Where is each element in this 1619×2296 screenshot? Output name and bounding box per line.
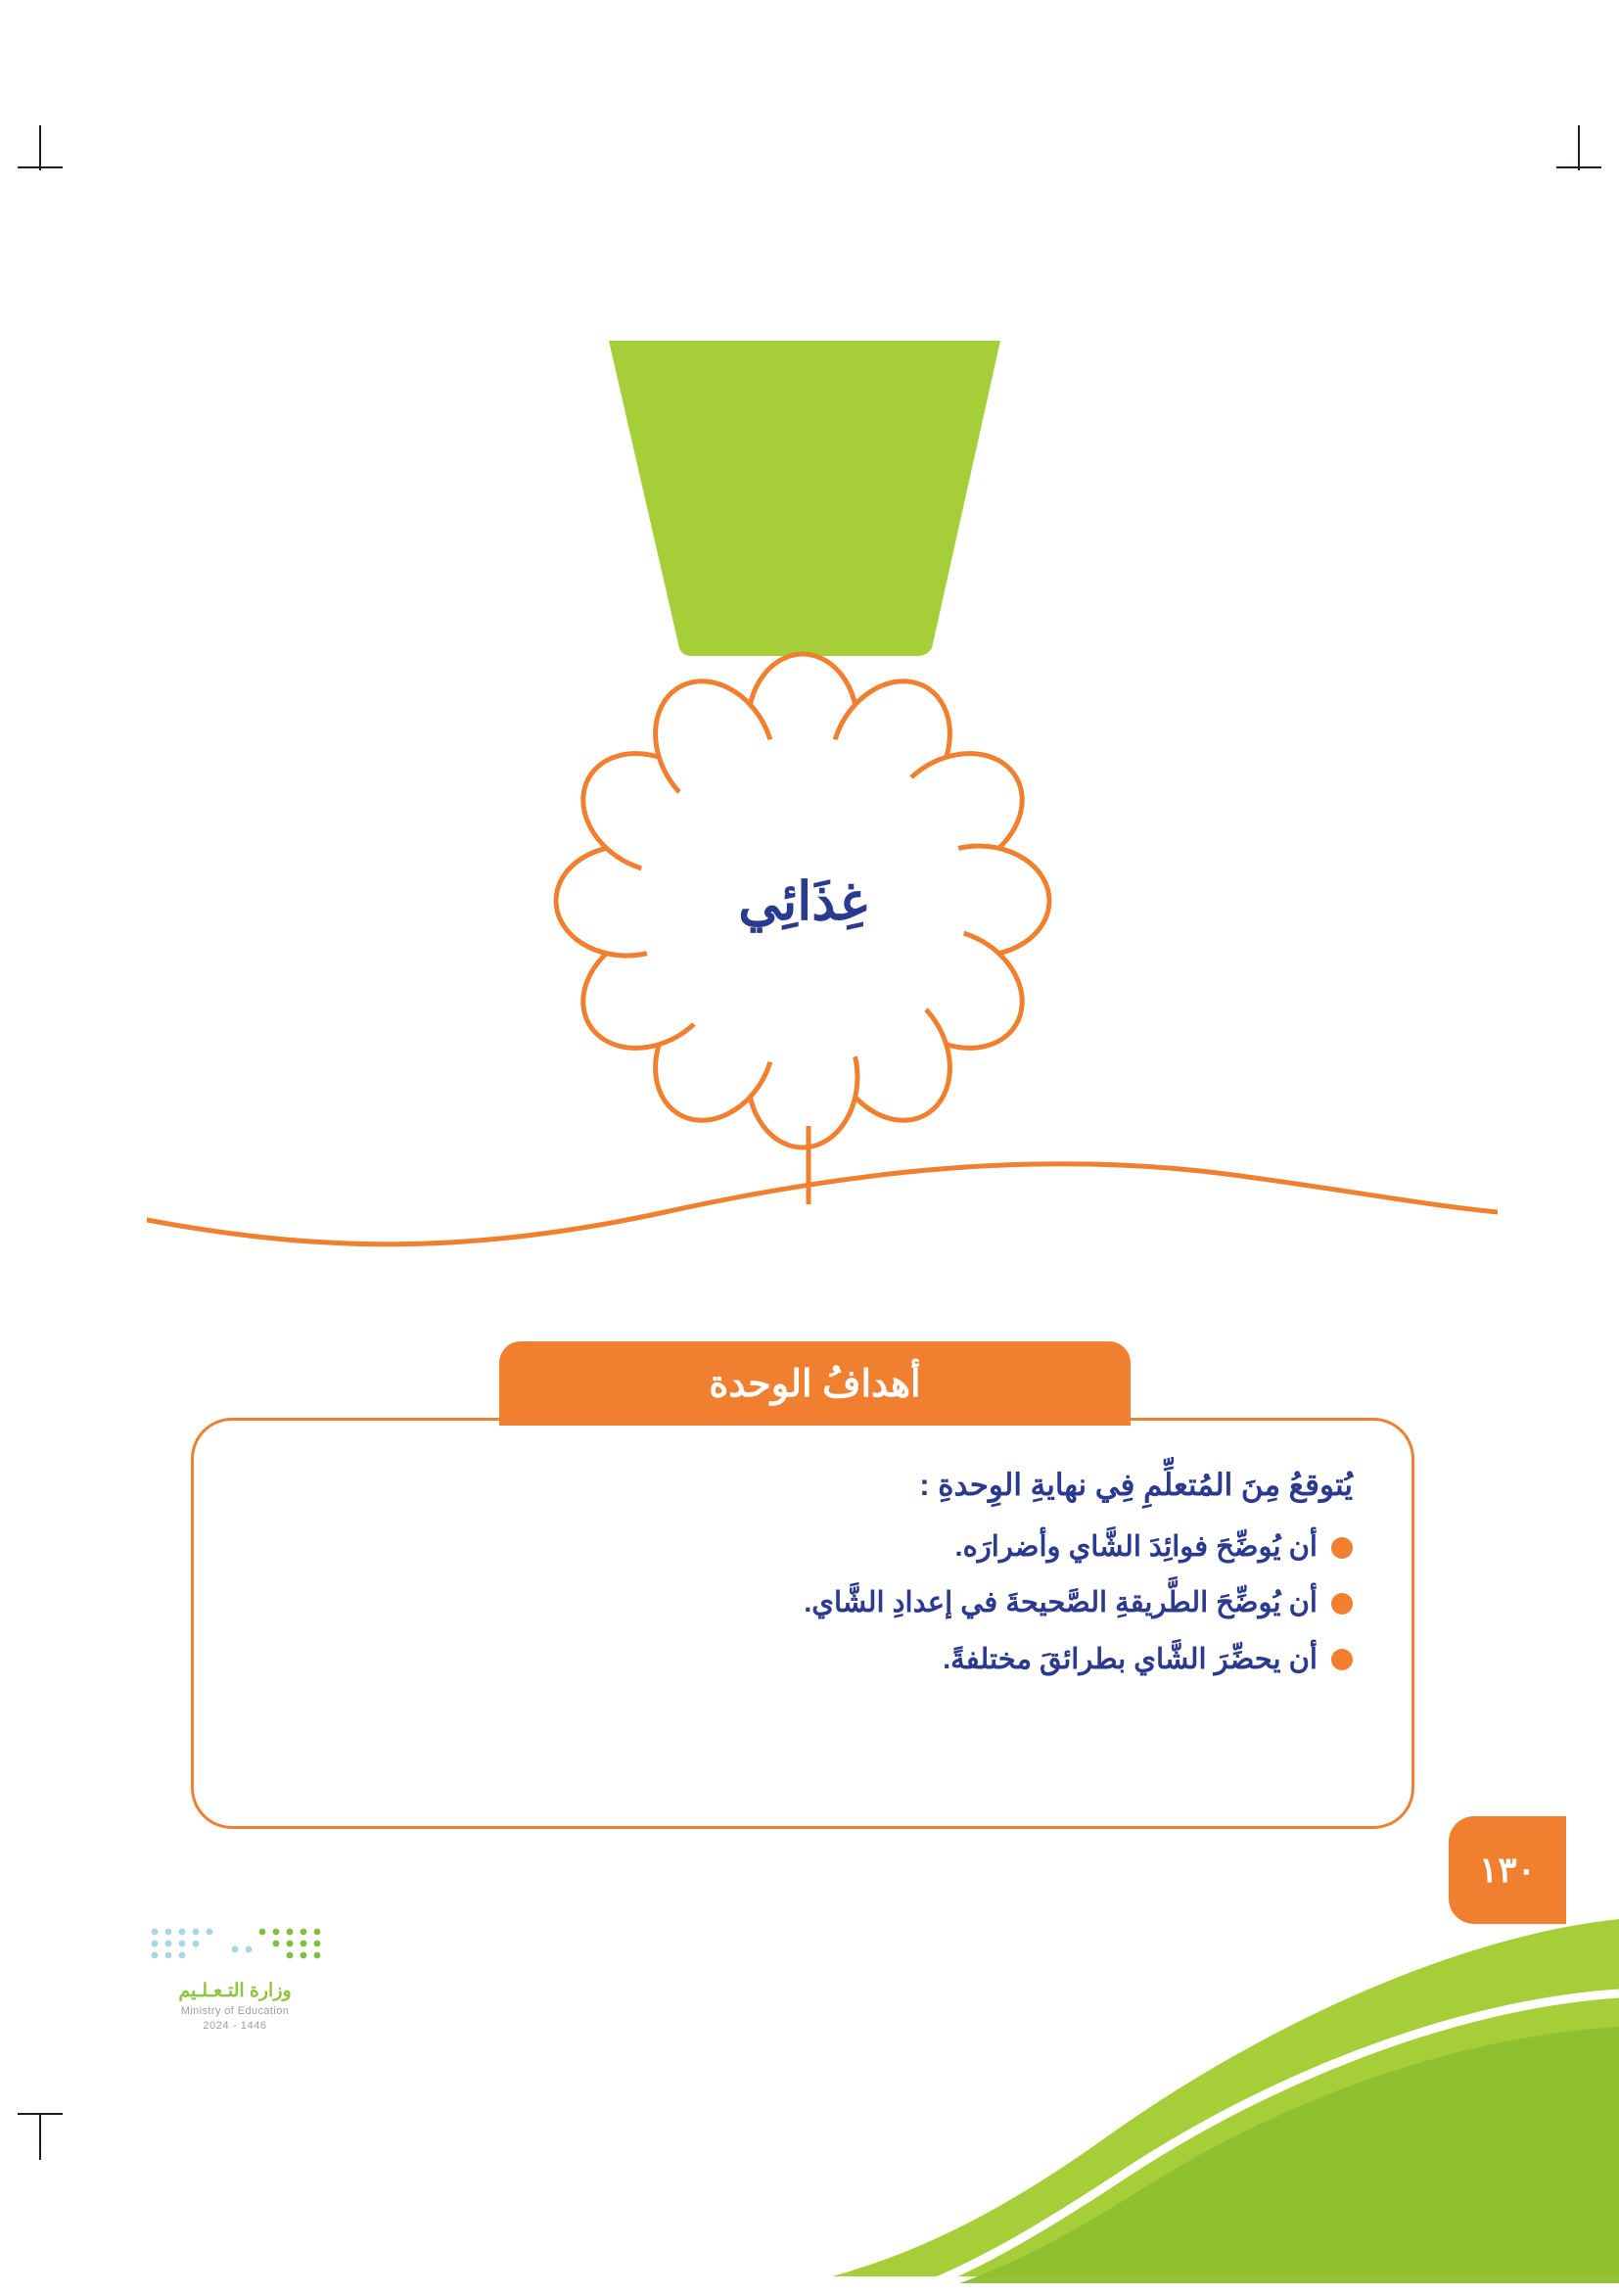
logo-dots-icon xyxy=(147,1924,323,1969)
bullet-icon xyxy=(1331,1649,1353,1670)
ministry-logo-year: 2024 - 1446 xyxy=(203,2020,267,2032)
crop-mark-top-right-v xyxy=(1578,125,1580,170)
unit-goal-text: أن يحضِّرَ الشَّاي بطرائقَ مختلفةً. xyxy=(943,1643,1318,1675)
bullet-icon xyxy=(1331,1537,1353,1559)
list-item xyxy=(253,1641,1353,1679)
unit-goals-box xyxy=(191,1418,1414,1829)
list-item xyxy=(253,1528,1353,1567)
unit-goals-header: أهدافُ الوحدة xyxy=(499,1341,1131,1426)
ministry-name-en: Ministry of Education xyxy=(180,2005,290,2017)
ground-line xyxy=(147,1106,1498,1283)
unit-banner-shape xyxy=(599,333,1010,656)
unit-goal-text: أن يُوضِّحَ فوائِدَ الشَّاي وأضرارَه. xyxy=(954,1531,1318,1564)
page-number: ١٣٠ xyxy=(1449,1816,1566,1924)
ministry-name-ar: وزارة التـعـلـيم xyxy=(178,1981,292,2001)
footer-decoration xyxy=(587,1899,1619,2291)
unit-banner-label: الشَّاي xyxy=(159,136,253,177)
crop-mark-bottom-left-v xyxy=(39,2115,41,2160)
unit-goals-intro: يُتوقعُ مِنَ المُتعلِّمِ فِي نهايةِ الوِحدةِ : xyxy=(919,1468,1353,1502)
ministry-logo xyxy=(117,1924,352,2061)
unit-goal-text: أن يُوضِّحَ الطَّريقةِ الصَّحيحةَ في إعدادِ الشَّاي. xyxy=(804,1587,1318,1619)
list-item xyxy=(253,1584,1353,1622)
flower-label: غِذَائِي xyxy=(738,871,867,931)
bullet-icon xyxy=(1331,1593,1353,1615)
